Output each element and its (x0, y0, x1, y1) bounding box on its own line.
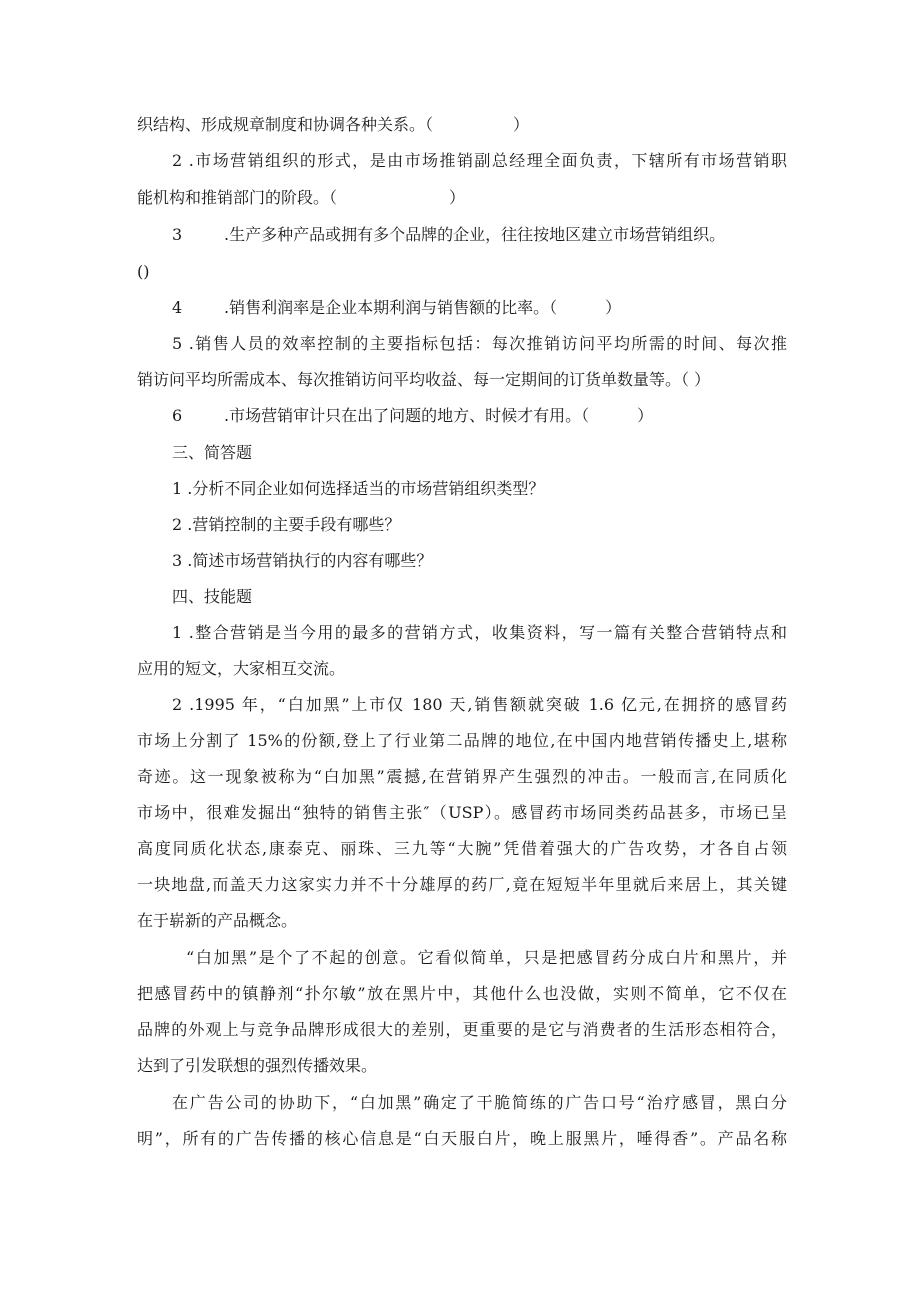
case-paragraph-3-line-2: 明”，所有的广告传播的核心信息是“白天服白片，晚上服黑片，唾得香”。产品名称 (137, 1129, 787, 1148)
judgment-item-4-text: .销售利润率是企业本期利润与销售额的比率。（ ） (224, 298, 622, 317)
judgment-item-6-number: 6 (172, 406, 183, 425)
judgment-item-2-line-1: 2 .市场营销组织的形式，是由市场推销副总经理全面负责，下辖所有市场营销职 (172, 151, 787, 170)
judgment-item-4-number: 4 (172, 298, 183, 317)
judgment-item-3-text: .生产多种产品或拥有多个品牌的企业，往往按地区建立市场营销组织。 (224, 225, 726, 244)
section-3-question-3: 3 .简述市场营销执行的内容有哪些？ (172, 551, 433, 570)
case-paragraph-2-line-4: 达到了引发联想的强烈传播效果。 (137, 1056, 378, 1075)
judgment-item-3-number: 3 (172, 225, 183, 244)
judgment-item-6 (172, 405, 787, 427)
judgment-item-2-line-2: 能机构和推销部门的阶段。（ ） (137, 188, 466, 207)
skill-item-1-line-2: 应用的短文，大家相互交流。 (137, 659, 346, 678)
skill-item-2-line-7: 在于崭新的产品概念。 (137, 911, 298, 930)
judgment-item-5-line-2: 销访问平均所需成本、每次推销访问平均收益、每一定期间的订货单数量等。（ ） (137, 370, 711, 389)
skill-item-2-line-1: 2 .1995 年，“白加黑”上市仅 180 天,销售额就突破 1.6 亿元,在拥挤的感冒药 (172, 695, 787, 714)
skill-item-2-line-6: 一块地盘,而盖天力这家实力并不十分雄厚的药厂,竟在短短半年里就后来居上，其关键 (137, 875, 787, 894)
section-3-question-2: 2 .营销控制的主要手段有哪些？ (172, 515, 401, 534)
judgment-item-6-text: .市场营销审计只在出了问题的地方、时候才有用。（ ） (224, 406, 654, 425)
case-paragraph-2-line-2: 把感冒药中的镇静剂“扑尔敏”放在黑片中，其他什么也没做，实则不简单，它不仅在 (137, 984, 787, 1003)
case-paragraph-2-line-1: “白加黑”是个了不起的创意。它看似简单，只是把感冒药分成白片和黑片，并 (186, 948, 787, 967)
judgment-item-5-line-1: 5 .销售人员的效率控制的主要指标包括：每次推销访问平均所需的时间、每次推 (172, 334, 787, 353)
judgment-item-3 (172, 224, 787, 246)
section-3-heading: 三、简答题 (172, 443, 253, 462)
section-3-question-1: 1 .分析不同企业如何选择适当的市场营销组织类型？ (172, 479, 545, 498)
skill-item-2-line-3: 奇迹。这一现象被称为“白加黑”震撼,在营销界产生强烈的冲击。一般而言,在同质化 (137, 767, 787, 786)
skill-item-2-line-4: 市场中，很难发掘出“独特的销售主张″（USP）。感冒药市场同类药品甚多，市场已呈 (137, 803, 787, 822)
case-paragraph-2-line-3: 品牌的外观上与竞争品牌形成很大的差别，更重要的是它与消费者的生活形态相符合， (137, 1020, 787, 1039)
section-4-heading: 四、技能题 (172, 587, 253, 606)
judgment-item-4 (172, 297, 787, 319)
skill-item-2-line-2: 市场上分割了 15%的份额,登上了行业第二品牌的地位,在中国内地营销传播史上,堪称 (137, 731, 787, 750)
judgment-item-1-continuation: 织结构、形成规章制度和协调各种关系。（ ） (137, 115, 530, 134)
case-paragraph-3-line-1: 在广告公司的协助下，“白加黑”确定了干脆简练的广告口号“治疗感冒，黑白分 (172, 1093, 787, 1112)
skill-item-1-line-1: 1 .整合营销是当今用的最多的营销方式，收集资料，写一篇有关整合营销特点和 (172, 623, 787, 642)
skill-item-2-line-5: 高度同质化状态,康泰克、丽珠、三九等“大腕”凭借着强大的广告攻势，才各自占领 (137, 839, 787, 858)
judgment-item-3-blank: () (137, 262, 150, 281)
